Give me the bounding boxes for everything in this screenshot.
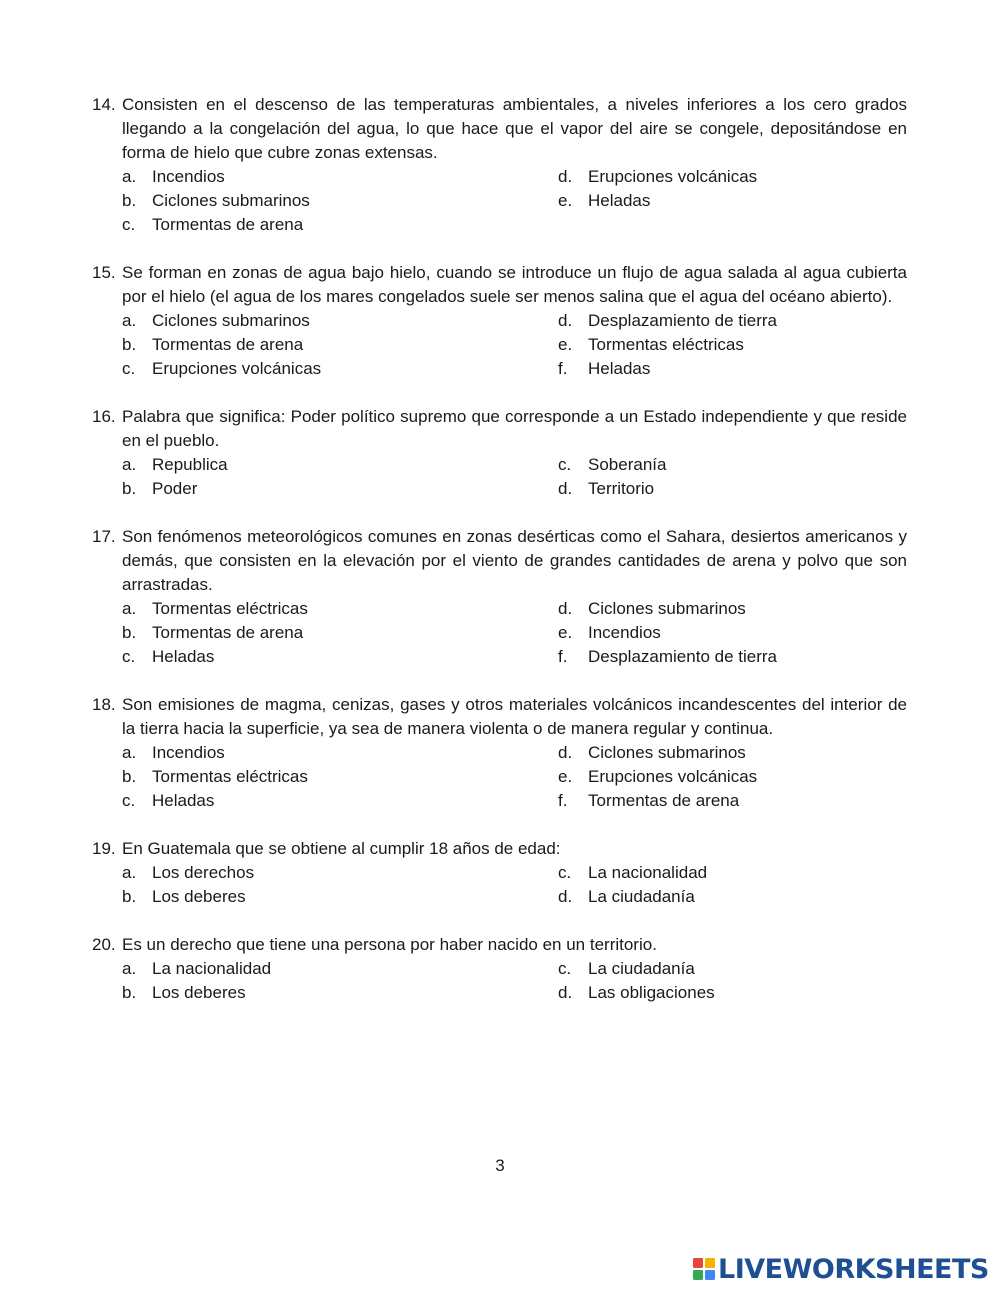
option-letter: a.	[122, 311, 137, 330]
option-label: Heladas	[588, 191, 651, 210]
answer-option[interactable]	[122, 477, 558, 501]
option-label: Ciclones submarinos	[588, 743, 746, 762]
option-label: Erupciones volcánicas	[588, 167, 758, 186]
question-number: 18.	[92, 695, 116, 714]
option-label: Desplazamiento de tierra	[588, 311, 777, 330]
option-label: La ciudadanía	[588, 887, 695, 906]
question-number: 14.	[92, 95, 116, 114]
option-letter: e.	[558, 623, 573, 642]
option-label: Tormentas eléctricas	[152, 767, 308, 786]
option-label: Los deberes	[152, 887, 246, 906]
question-header	[92, 933, 907, 957]
question-number: 19.	[92, 839, 116, 858]
question-list	[92, 93, 907, 1029]
question-item	[92, 933, 907, 1005]
answer-option[interactable]	[558, 981, 907, 1005]
question-number: 17.	[92, 527, 116, 546]
option-letter: b.	[122, 983, 137, 1002]
question-header	[92, 693, 907, 741]
question-item	[92, 693, 907, 813]
answer-option[interactable]	[122, 957, 558, 981]
answer-option[interactable]	[122, 165, 558, 189]
answer-option[interactable]	[558, 885, 907, 909]
question-text: Son fenómenos meteorológicos comunes en zonas desérticas como el Sahara, desiertos americanos y demás, que consisten en la elevación por el viento de grandes cantidades de arena y polvo que son arrastradas.	[122, 527, 907, 594]
option-label: Incendios	[152, 167, 225, 186]
question-header	[92, 261, 907, 309]
option-letter: e.	[558, 767, 573, 786]
option-letter: b.	[122, 623, 137, 642]
answer-options	[122, 165, 907, 237]
option-label: Erupciones volcánicas	[588, 767, 758, 786]
brand-name: LIVEWORKSHEETS	[718, 1253, 989, 1285]
liveworksheets-logo-icon	[692, 1257, 716, 1281]
answer-options	[122, 309, 907, 381]
option-letter: c.	[122, 359, 136, 378]
question-number: 15.	[92, 263, 116, 282]
answer-options	[122, 741, 907, 813]
option-label: La nacionalidad	[152, 959, 272, 978]
option-label: Ciclones submarinos	[588, 599, 746, 618]
option-label: Erupciones volcánicas	[152, 359, 322, 378]
option-letter: a.	[122, 167, 137, 186]
option-letter: b.	[122, 887, 137, 906]
option-letter: c.	[558, 863, 572, 882]
answer-option[interactable]	[122, 861, 558, 885]
liveworksheets-brand[interactable]	[692, 1252, 989, 1286]
question-item	[92, 405, 907, 501]
option-label: Heladas	[588, 359, 651, 378]
answer-options	[122, 453, 907, 501]
question-text: Es un derecho que tiene una persona por haber nacido en un territorio.	[122, 935, 657, 954]
option-letter: c.	[558, 959, 572, 978]
option-letter: f.	[558, 791, 568, 810]
answer-option[interactable]	[558, 333, 907, 357]
option-letter: a.	[122, 599, 137, 618]
answer-options	[122, 957, 907, 1005]
question-item	[92, 261, 907, 381]
option-label: Desplazamiento de tierra	[588, 647, 777, 666]
answer-option[interactable]	[122, 645, 558, 669]
question-header	[92, 837, 907, 861]
question-item	[92, 93, 907, 237]
answer-option[interactable]	[558, 621, 907, 645]
answer-option[interactable]	[122, 981, 558, 1005]
answer-options	[122, 861, 907, 909]
option-label: Heladas	[152, 647, 215, 666]
option-label: Tormentas de arena	[152, 215, 304, 234]
option-label: Los deberes	[152, 983, 246, 1002]
answer-option[interactable]	[558, 645, 907, 669]
answer-option[interactable]	[122, 453, 558, 477]
option-label: Tormentas eléctricas	[588, 335, 744, 354]
option-letter: d.	[558, 167, 573, 186]
option-letter: d.	[558, 887, 573, 906]
answer-option[interactable]	[558, 165, 907, 189]
answer-option[interactable]	[122, 885, 558, 909]
option-label: Incendios	[588, 623, 661, 642]
option-letter: f.	[558, 359, 568, 378]
option-letter: d.	[558, 983, 573, 1002]
answer-option[interactable]	[558, 357, 907, 381]
option-label: Soberanía	[588, 455, 667, 474]
option-label: Ciclones submarinos	[152, 191, 310, 210]
option-letter: a.	[122, 743, 137, 762]
question-header	[92, 525, 907, 597]
answer-option[interactable]	[122, 765, 558, 789]
option-letter: b.	[122, 767, 137, 786]
option-letter: e.	[558, 191, 573, 210]
question-text: En Guatemala que se obtiene al cumplir 18 años de edad:	[122, 839, 561, 858]
answer-option[interactable]	[558, 597, 907, 621]
option-letter: a.	[122, 863, 137, 882]
option-letter: d.	[558, 479, 573, 498]
answer-option[interactable]	[122, 741, 558, 765]
option-label: Incendios	[152, 743, 225, 762]
option-letter: c.	[122, 791, 136, 810]
answer-option[interactable]	[558, 453, 907, 477]
option-label: Tormentas de arena	[152, 335, 304, 354]
option-label: La ciudadanía	[588, 959, 695, 978]
answer-option[interactable]	[122, 309, 558, 333]
option-label: Tormentas eléctricas	[152, 599, 308, 618]
option-letter: c.	[558, 455, 572, 474]
option-label: Tormentas de arena	[588, 791, 740, 810]
answer-option[interactable]	[558, 189, 907, 213]
option-letter: c.	[122, 215, 136, 234]
question-header	[92, 93, 907, 165]
question-item	[92, 525, 907, 669]
question-text: Palabra que significa: Poder político supremo que corresponde a un Estado independiente y que reside en el pueblo.	[122, 407, 907, 450]
option-letter: a.	[122, 455, 137, 474]
answer-option[interactable]	[122, 621, 558, 645]
option-label: Poder	[152, 479, 198, 498]
answer-option[interactable]	[122, 333, 558, 357]
option-letter: a.	[122, 959, 137, 978]
option-letter: b.	[122, 191, 137, 210]
answer-option[interactable]	[122, 213, 558, 237]
page-number: 3	[495, 1156, 505, 1175]
option-letter: b.	[122, 335, 137, 354]
option-letter: d.	[558, 599, 573, 618]
question-text: Se forman en zonas de agua bajo hielo, cuando se introduce un flujo de agua salada al agua cubierta por el hielo (el agua de los mares congelados suele ser menos salina que el agua del océano abierto).	[122, 263, 907, 306]
option-label: Los derechos	[152, 863, 255, 882]
answer-option[interactable]	[558, 789, 907, 813]
question-number: 20.	[92, 935, 116, 954]
question-header	[92, 405, 907, 453]
answer-option[interactable]	[122, 597, 558, 621]
answer-option[interactable]	[558, 861, 907, 885]
answer-option[interactable]	[122, 789, 558, 813]
answer-option[interactable]	[122, 357, 558, 381]
option-letter: d.	[558, 311, 573, 330]
option-label: Territorio	[588, 479, 655, 498]
option-label: Heladas	[152, 791, 215, 810]
option-letter: f.	[558, 647, 568, 666]
answer-option[interactable]	[122, 189, 558, 213]
option-letter: e.	[558, 335, 573, 354]
option-letter: b.	[122, 479, 137, 498]
option-label: Republica	[152, 455, 228, 474]
answer-option[interactable]	[558, 765, 907, 789]
option-label: Tormentas de arena	[152, 623, 304, 642]
option-letter: c.	[122, 647, 136, 666]
question-item	[92, 837, 907, 909]
option-letter: d.	[558, 743, 573, 762]
question-number: 16.	[92, 407, 116, 426]
option-label: La nacionalidad	[588, 863, 708, 882]
question-text: Son emisiones de magma, cenizas, gases y otros materiales volcánicos incandescentes del interior de la tierra hacia la superficie, ya sea de manera violenta o de manera regular y continua.	[122, 695, 907, 738]
answer-option[interactable]	[558, 957, 907, 981]
empty-option-slot	[558, 213, 907, 237]
option-label: Las obligaciones	[588, 983, 715, 1002]
answer-option[interactable]	[558, 741, 907, 765]
answer-options	[122, 597, 907, 669]
question-text: Consisten en el descenso de las temperaturas ambientales, a niveles inferiores a los cero grados llegando a la congelación del agua, lo que hace que el vapor del aire se congele, depositándose en forma de hielo que cubre zonas extensas.	[122, 95, 907, 162]
option-label: Ciclones submarinos	[152, 311, 310, 330]
answer-option[interactable]	[558, 477, 907, 501]
answer-option[interactable]	[558, 309, 907, 333]
